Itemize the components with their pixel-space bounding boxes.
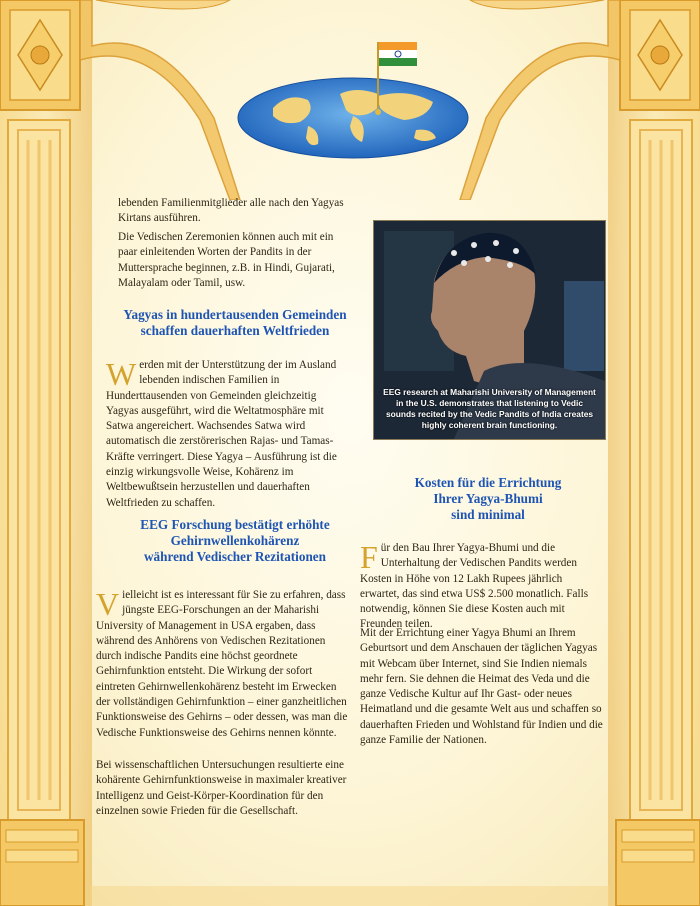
photo-caption: EEG research at Maharishi University of Management in the U.S. demonstrates that listening to Vedic sounds recited by the Vedic Pandits of India creates highly coherent brain functioning. — [383, 387, 596, 430]
section-weltfrieden-text: Werden mit der Unterstützung der im Ausland lebenden indischen Familien in Hunderttausenden von Gemeinden gleichzeitig Yagyas ausgeführt, wird die Weltatmosphäre mit Satwa angereichert. Wachsendes Satwa wird automatisch die zerstörerischen Rajas- und Tamas-Kräfte verringert. Diese Yagya – Ausführung ist die einzig wirkungsvolle Weise, Kohärenz im Weltbewußtsein herzustellen und dauerhaften Weltfrieden zu schaffen. — [106, 356, 337, 509]
dropcap-f: F — [360, 539, 378, 575]
section-eeg-text: Vielleicht ist es interessant für Sie zu erfahren, dass jüngste EEG-Forschungen an der Maharishi University of Management in USA ergaben, dass während des Anhörens von Vedischen Rezitationen durch indische Pandits eine höchst geordnete Gehirnfunktion entsteht. Die Wirkung der sofort eintreten Gehirnwellenkohärenz besteht im Erwecken der vollständigen Gehirnfunktion – einer ganzheitlichen Funktionsweise des Gehirns – oder dessen, was man die Vedische Funktionsweise des Gehirns nennen könnte. — [96, 586, 348, 739]
heading-yagyas-weltfrieden: Yagyas in hundertausenden Gemeinden schaffen dauerhaften Weltfrieden — [123, 307, 347, 338]
intro-paragraph-2: Die Vedischen Zeremonien können auch mit ein paar einleitenden Worten der Pandits in der Muttersprache beginnen, z.B. in Hindi, Gujarati, Malayalam oder Tamil, usw. — [118, 231, 335, 289]
dropcap-w: W — [106, 356, 137, 392]
section-eeg-text-2: Bei wissenschaftlichen Untersuchungen resultierte eine kohärente Gehirnfunktionsweise in maximaler kreativer Intelligenz und Geist-Körper-Koordination für den einzelnen sowie Frieden für die Gesellschaft. — [96, 759, 347, 817]
heading-eeg-forschung: EEG Forschung bestätigt erhöhte Gehirnwellenkohärenz während Vedischer Rezitationen — [140, 517, 330, 564]
section-kosten-text: Für den Bau Ihrer Yagya-Bhumi und die Unterhaltung der Vedischen Pandits werden Kosten in Höhe von 12 Lakh Rupees jährlich erwartet, das sind etwa US$ 2.500 monatlich. Falls notwendig, können Sie diese Kosten auch mit Freunden teilen. — [360, 539, 589, 631]
section-kosten-text-2: Mit der Errichtung einer Yagya Bhumi an Ihrem Geburtsort und dem Anschauen der täglichen Yagyas mit Webcam über Internet, sind Sie Indien niemals mehr fern. Sie dehnen die Heimat des Veda und die ganze Vedische Kultur auf Ihr Gast- oder neues Heimatland und die gesamte Welt aus und schaffen so dauerhaften Frieden und Wohlstand für Indien und die ganze Familie der Nationen. — [360, 627, 603, 747]
dropcap-v: V — [96, 586, 120, 622]
eeg-research-photo — [373, 220, 606, 440]
intro-paragraph-1: lebenden Familienmitglieder alle nach den Yagyas Kirtans ausführen. — [118, 197, 344, 225]
heading-kosten: Kosten für die Errichtung Ihrer Yagya-Bhumi sind minimal — [414, 475, 562, 522]
